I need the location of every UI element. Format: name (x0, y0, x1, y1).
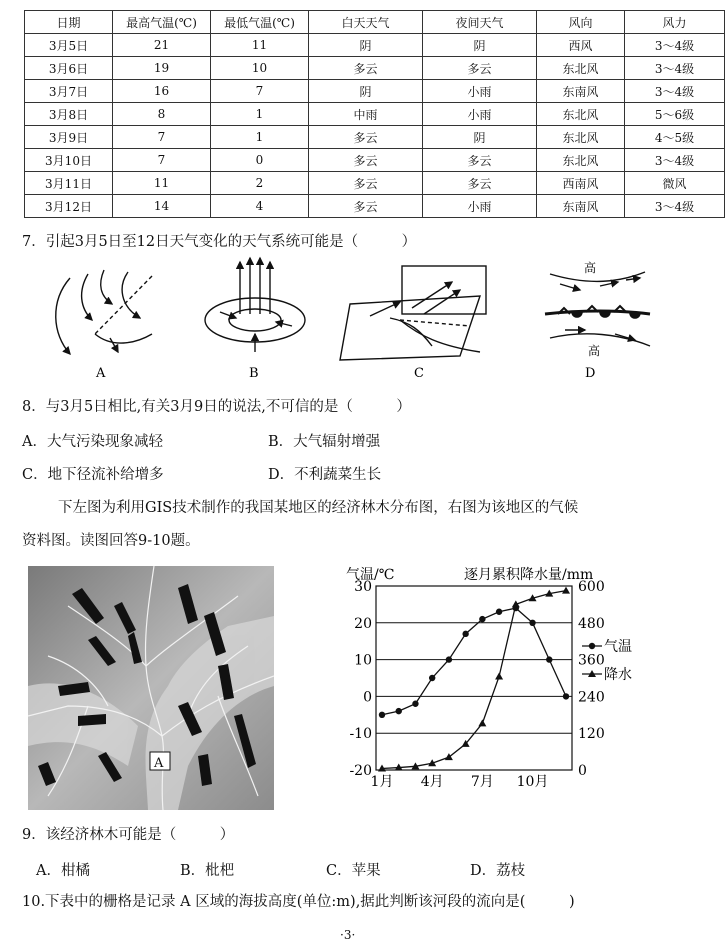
table-cell: 3月8日 (25, 103, 113, 126)
temperature-point (446, 656, 452, 662)
table-cell: 东南风 (537, 195, 625, 218)
table-cell: 3月11日 (25, 172, 113, 195)
y-tick-left: -10 (349, 726, 372, 743)
series-line-temperature (382, 608, 566, 715)
table-cell: 8 (113, 103, 211, 126)
table-cell: 3月6日 (25, 57, 113, 80)
precipitation-point (478, 719, 486, 726)
table-cell: 11 (211, 34, 309, 57)
x-tick: 4月 (420, 774, 444, 790)
table-header: 夜间天气 (423, 11, 537, 34)
table-row (25, 172, 725, 195)
table-header: 日期 (25, 11, 113, 34)
question-10-text: 10.下表中的栅格是记录 A 区域的海拔高度(单位:m),据此判断该河段的流向是( ) (22, 894, 575, 910)
diagram-label-d: D (585, 366, 596, 381)
temperature-point (529, 620, 535, 626)
table-cell: 3～4级 (625, 34, 725, 57)
table-cell: 3～4级 (625, 80, 725, 103)
y-tick-left: 0 (363, 689, 372, 706)
table-header: 最高气温(℃) (113, 11, 211, 34)
table-cell: 多云 (309, 149, 423, 172)
table-header: 最低气温(℃) (211, 11, 309, 34)
table-cell: 7 (113, 149, 211, 172)
table-cell: 多云 (423, 149, 537, 172)
table-cell: 东北风 (537, 126, 625, 149)
x-tick: 10月 (516, 774, 549, 790)
diagram-label-c: C (414, 366, 424, 381)
chart-title: 逐月累积降水量/mm (464, 567, 594, 583)
table-cell: 7 (113, 126, 211, 149)
y-tick-right: 480 (578, 615, 605, 632)
page-number: ·3· (340, 928, 356, 942)
table-cell: 东南风 (537, 80, 625, 103)
table-cell: 11 (113, 172, 211, 195)
chart-ylabel-left: 气温/℃ (346, 567, 395, 583)
y-tick-left: 30 (354, 579, 372, 595)
q8-option-d: D．不利蔬菜生长 (268, 467, 382, 483)
y-tick-left: -20 (349, 763, 372, 779)
diagram-b (205, 258, 305, 352)
table-cell: 10 (211, 57, 309, 80)
question-9-text: 9．该经济林木可能是（ ） (22, 827, 235, 843)
table-cell: 多云 (423, 57, 537, 80)
table-cell: 19 (113, 57, 211, 80)
table-cell: 3～4级 (625, 149, 725, 172)
table-cell: 微风 (625, 172, 725, 195)
table-cell: 多云 (309, 172, 423, 195)
q9-option-d: D．荔枝 (470, 863, 526, 879)
table-row (25, 195, 725, 218)
diagram-a (56, 270, 152, 354)
table-header: 风力 (625, 11, 725, 34)
intro-line-1: 下左图为利用GIS技术制作的我国某地区的经济林木分布图，右图为该地区的气候 (58, 500, 579, 516)
table-cell: 7 (211, 80, 309, 103)
x-tick: 7月 (470, 774, 494, 790)
climate-chart (330, 560, 725, 798)
x-tick: 1月 (370, 774, 394, 790)
table-cell: 0 (211, 149, 309, 172)
q9-option-c: C．苹果 (326, 863, 381, 879)
legend-precipitation: 降水 (604, 667, 632, 683)
temperature-point (412, 701, 418, 707)
q8-option-b: B．大气辐射增强 (268, 434, 381, 450)
table-cell: 小雨 (423, 103, 537, 126)
diagram-c (340, 266, 486, 360)
temperature-point (462, 631, 468, 637)
diagram-label-b: B (249, 366, 259, 381)
chart-plot-frame (376, 586, 572, 770)
temperature-point (429, 675, 435, 681)
y-tick-right: 360 (578, 652, 605, 669)
table-cell: 西南风 (537, 172, 625, 195)
question-7-text: 7．引起3月5日至12日天气变化的天气系统可能是（ ） (22, 234, 417, 250)
intro-line-2: 资料图。读图回答9-10题。 (22, 533, 200, 549)
table-cell: 东北风 (537, 149, 625, 172)
table-cell: 3月5日 (25, 34, 113, 57)
table-cell: 1 (211, 126, 309, 149)
table-cell: 16 (113, 80, 211, 103)
table-cell: 多云 (423, 172, 537, 195)
y-tick-right: 120 (578, 726, 605, 743)
table-cell: 小雨 (423, 195, 537, 218)
table-cell: 3月9日 (25, 126, 113, 149)
table-header-row (25, 11, 725, 34)
q8-option-c: C．地下径流补给增多 (22, 467, 164, 483)
q8-option-a: A．大气污染现象减轻 (22, 434, 163, 450)
table-cell: 5～6级 (625, 103, 725, 126)
series-line-precipitation (382, 591, 566, 769)
table-cell: 3～4级 (625, 57, 725, 80)
table-cell: 3月12日 (25, 195, 113, 218)
table-row (25, 103, 725, 126)
high-label-top: 高 (584, 261, 597, 275)
table-cell: 东北风 (537, 103, 625, 126)
temperature-point (479, 616, 485, 622)
q9-option-b: B．枇杷 (180, 863, 235, 879)
y-tick-left: 20 (354, 615, 372, 632)
table-cell: 阴 (423, 34, 537, 57)
gis-forest-map (28, 566, 274, 810)
table-cell: 4 (211, 195, 309, 218)
y-tick-right: 600 (578, 579, 605, 595)
map-marker-a: A (154, 756, 164, 771)
temperature-point (563, 693, 569, 699)
table-cell: 14 (113, 195, 211, 218)
table-row (25, 149, 725, 172)
legend-temperature: 气温 (604, 639, 632, 655)
precipitation-point (562, 587, 570, 594)
table-cell: 小雨 (423, 80, 537, 103)
weather-system-diagrams (40, 256, 680, 382)
table-cell: 3月10日 (25, 149, 113, 172)
diagram-d (545, 272, 650, 346)
table-cell: 3月7日 (25, 80, 113, 103)
table-header: 白天天气 (309, 11, 423, 34)
table-row (25, 57, 725, 80)
table-row (25, 80, 725, 103)
y-tick-left: 10 (354, 652, 372, 669)
table-row (25, 34, 725, 57)
table-cell: 阴 (309, 34, 423, 57)
table-cell: 2 (211, 172, 309, 195)
temperature-point (496, 609, 502, 615)
temperature-point (546, 656, 552, 662)
table-cell: 阴 (423, 126, 537, 149)
table-cell: 3～4级 (625, 195, 725, 218)
q9-option-a: A．柑橘 (36, 863, 90, 879)
table-cell: 西风 (537, 34, 625, 57)
temperature-point (379, 712, 385, 718)
y-tick-right: 240 (578, 689, 605, 706)
table-row (25, 126, 725, 149)
table-cell: 4～5级 (625, 126, 725, 149)
table-cell: 东北风 (537, 57, 625, 80)
weather-table (24, 10, 725, 218)
temperature-point (396, 708, 402, 714)
table-cell: 1 (211, 103, 309, 126)
question-8-text: 8．与3月5日相比,有关3月9日的说法,不可信的是（ ） (22, 399, 411, 415)
precipitation-point (495, 672, 503, 679)
y-tick-right: 0 (578, 763, 587, 779)
high-label-bottom: 高 (588, 344, 601, 358)
table-cell: 阴 (309, 80, 423, 103)
table-cell: 中雨 (309, 103, 423, 126)
table-cell: 21 (113, 34, 211, 57)
table-cell: 多云 (309, 57, 423, 80)
diagram-label-a: A (96, 366, 106, 381)
table-header: 风向 (537, 11, 625, 34)
table-cell: 多云 (309, 195, 423, 218)
table-cell: 多云 (309, 126, 423, 149)
